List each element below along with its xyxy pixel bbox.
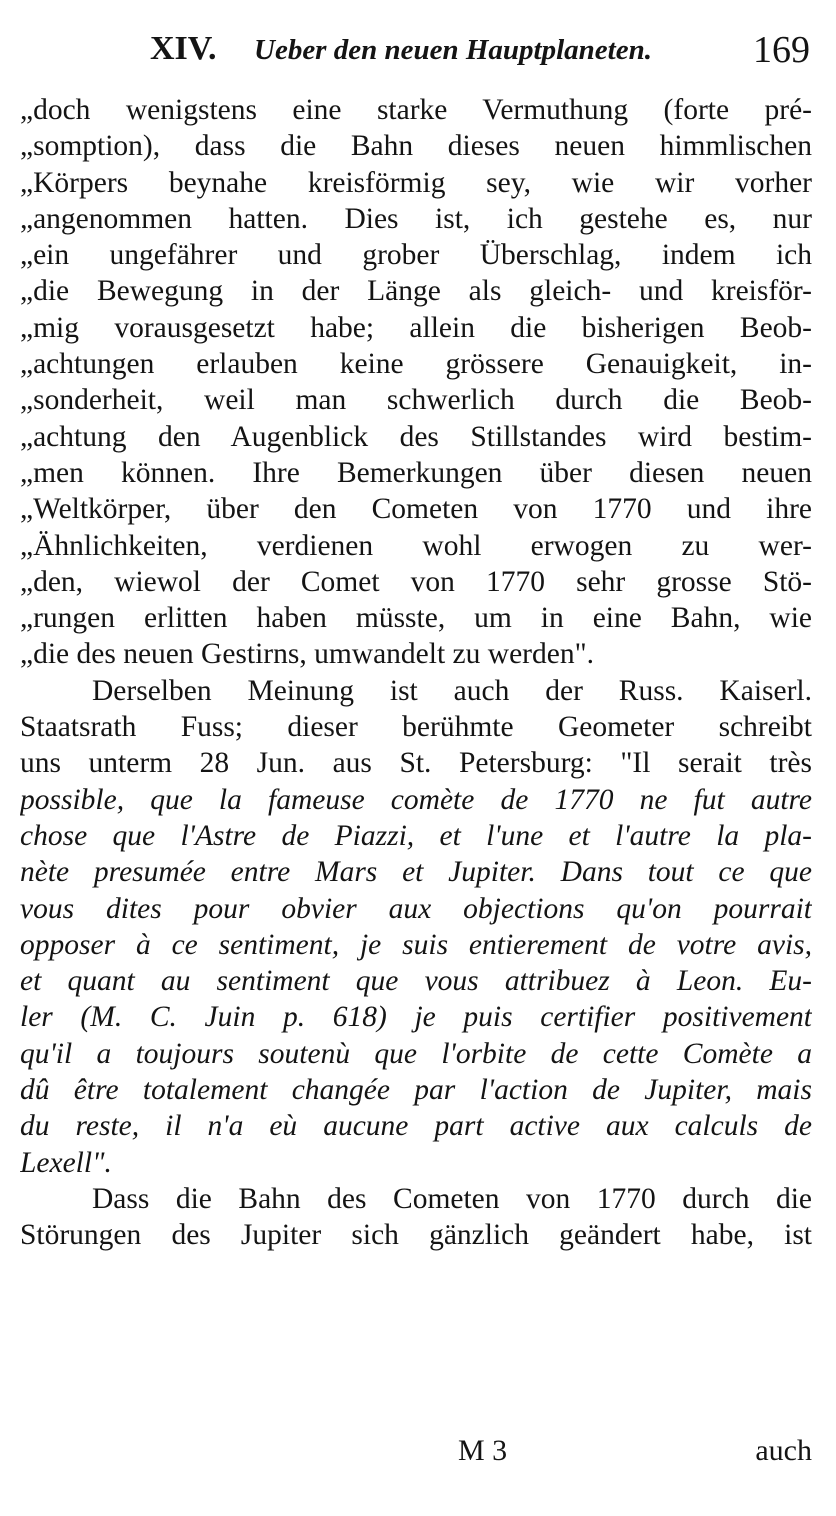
text-line: „angenommen hatten. Dies ist, ich gestehe es, nur xyxy=(20,202,812,235)
text-line: „ein ungefährer und grober Überschlag, indem ich xyxy=(20,239,812,272)
text-line: „Ähnlichkeiten, verdienen wohl erwogen zu wer- xyxy=(20,529,812,562)
text-line: qu'il a toujours soutenù que l'orbite de cette Comète a xyxy=(20,1037,812,1070)
text-line: „doch wenigstens eine starke Vermuthung (forte pré- xyxy=(20,94,812,126)
text-line: Störungen des Jupiter sich gänzlich geändert habe, ist xyxy=(20,1219,812,1252)
text-line: opposer à ce sentiment, je suis entierement de votre avis, xyxy=(20,928,812,961)
running-title: Ueber den neuen Hauptplaneten. xyxy=(254,34,652,66)
text-line: „die des neuen Gestirns, umwandelt zu werden". xyxy=(20,638,594,671)
text-line: Lexell". xyxy=(20,1146,112,1179)
text-line: „Weltkörper, über den Cometen von 1770 und ihre xyxy=(20,493,812,526)
section-number: XIV. xyxy=(150,30,217,67)
text-line: uns unterm 28 Jun. aus St. Petersburg: "Il serait très xyxy=(20,747,812,780)
signature-mark: M 3 xyxy=(458,1434,508,1467)
text-line: vous dites pour obvier aux objections qu'on pourrait xyxy=(20,892,812,925)
text-line: „den, wiewol der Comet von 1770 sehr grosse Stö- xyxy=(20,565,812,598)
text-line: possible, que la fameuse comète de 1770 ne fut autre xyxy=(20,783,812,816)
text-line: dû être totalement changée par l'action de Jupiter, mais xyxy=(20,1074,812,1107)
text-line: „Körpers beynahe kreisförmig sey, wie wir vorher xyxy=(20,166,812,199)
text-line: „rungen erlitten haben müsste, um in eine Bahn, wie xyxy=(20,602,812,635)
text-line: chose que l'Astre de Piazzi, et l'une et l'autre la pla- xyxy=(20,819,812,852)
text-line: „die Bewegung in der Länge als gleich- und kreisför- xyxy=(20,275,812,308)
text-line: et quant au sentiment que vous attribuez à Leon. Eu- xyxy=(20,965,812,998)
text-line: „achtungen erlauben keine grössere Genauigkeit, in- xyxy=(20,348,812,381)
text-line: „achtung den Augenblick des Stillstandes wird bestim- xyxy=(20,420,812,453)
text-line: „somption), dass die Bahn dieses neuen himmlischen xyxy=(20,130,812,163)
text-line: ler (M. C. Juin p. 618) je puis certifier positivement xyxy=(20,1001,812,1034)
text-line: Staatsrath Fuss; dieser berühmte Geometer schreibt xyxy=(20,711,812,744)
text-line: Dass die Bahn des Cometen von 1770 durch die xyxy=(92,1182,812,1215)
body-text xyxy=(20,92,812,1254)
text-line: „sonderheit, weil man schwerlich durch die Beob- xyxy=(20,384,812,417)
page-number: 169 xyxy=(753,29,810,71)
text-line: nète presumée entre Mars et Jupiter. Dans tout ce que xyxy=(20,856,812,889)
text-line: „mig vorausgesetzt habe; allein die bisherigen Beob- xyxy=(20,311,812,344)
text-line: du reste, il n'a eù aucune part active aux calculs de xyxy=(20,1110,812,1143)
running-header xyxy=(150,22,810,82)
catchword: auch xyxy=(755,1434,812,1467)
page-footer xyxy=(20,1434,812,1474)
text-line: Derselben Meinung ist auch der Russ. Kaiserl. xyxy=(92,674,812,707)
text-line: „men können. Ihre Bemerkungen über diesen neuen xyxy=(20,456,812,489)
